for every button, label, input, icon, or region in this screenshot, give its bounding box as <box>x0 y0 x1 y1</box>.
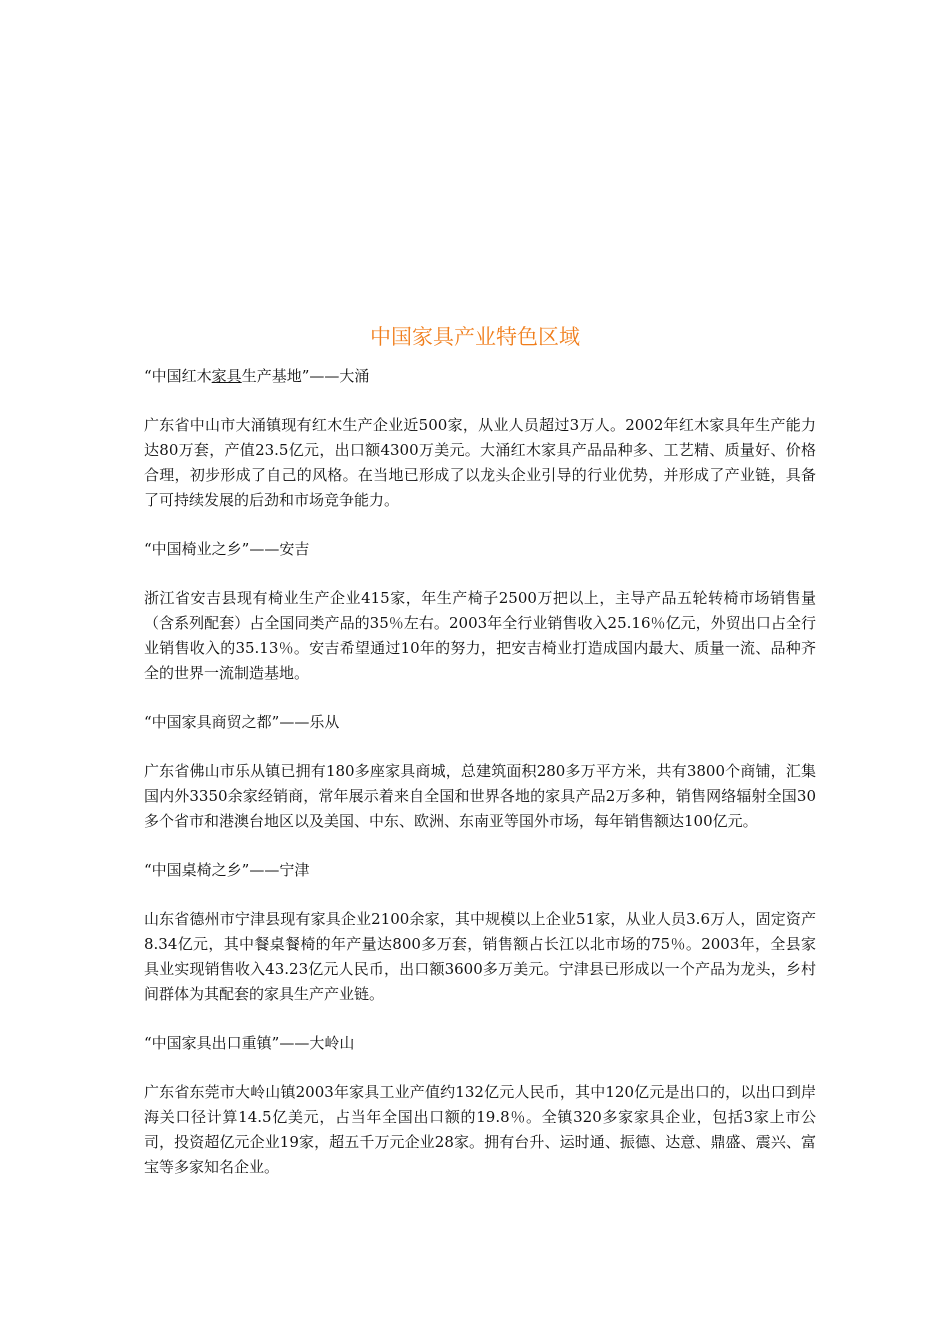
heading-prefix: “中国红木 <box>144 367 212 385</box>
heading-suffix: 生产基地”——大涌 <box>241 367 370 385</box>
section-body: 浙江省安吉县现有椅业生产企业415家，年生产椅子2500万把以上，主导产品五轮转椅市场销售量（含系列配套）占全国同类产品的35％左右。2003年全行业销售收入25.16％亿元，外贸出口占全行业销售收入的35.13％。安吉希望通过10年的努力，把安吉椅业打造成国内最大、质量一流、品种齐全的世界一流制造基地。 <box>144 589 816 682</box>
document-title: 中国家具产业特色区域 <box>370 325 580 349</box>
section-dalingshan <box>144 1031 816 1180</box>
section-dayong <box>144 364 816 513</box>
section-ningjin <box>144 858 816 1007</box>
section-heading: “中国家具商贸之都”——乐从 <box>144 713 340 731</box>
furniture-link[interactable]: 家具 <box>211 367 242 385</box>
section-lecong <box>144 710 816 834</box>
section-body: 广东省中山市大涌镇现有红木生产企业近500家，从业人员超过3万人。2002年红木家具年生产能力达80万套，产值23.5亿元，出口额4300万美元。大涌红木家具产品品种多、工艺精、质量好、价格合理，初步形成了自己的风格。在当地已形成了以龙头企业引导的行业优势，并形成了产业链，具备了可持续发展的后劲和市场竞争能力。 <box>144 416 816 509</box>
document-content <box>144 364 816 1180</box>
section-heading: “中国椅业之乡”——安吉 <box>144 540 310 558</box>
section-heading: “中国家具出口重镇”——大岭山 <box>144 1034 355 1052</box>
section-body: 广东省东莞市大岭山镇2003年家具工业产值约132亿元人民币，其中120亿元是出口的，以出口到岸海关口径计算14.5亿美元，占当年全国出口额的19.8％。全镇320多家家具企业，包括3家上市公司，投资超亿元企业19家，超五千万元企业28家。拥有台升、运时通、振德、达意、鼎盛、震兴、富宝等多家知名企业。 <box>144 1083 816 1176</box>
section-anji <box>144 537 816 686</box>
section-heading <box>144 364 816 389</box>
section-body: 广东省佛山市乐从镇已拥有180多座家具商城，总建筑面积280多万平方米，共有3800个商铺，汇集国内外3350余家经销商，常年展示着来自全国和世界各地的家具产品2万多种，销售网络辐射全国30多个省市和港澳台地区以及美国、中东、欧洲、东南亚等国外市场，每年销售额达100亿元。 <box>144 762 816 830</box>
section-heading: “中国桌椅之乡”——宁津 <box>144 861 310 879</box>
section-body: 山东省德州市宁津县现有家具企业2100余家，其中规模以上企业51家，从业人员3.6万人，固定资产8.34亿元，其中餐桌餐椅的年产量达800多万套，销售额占长江以北市场的75％。2003年，全县家具业实现销售收入43.23亿元人民币，出口额3600多万美元。宁津县已形成以一个产品为龙头，乡村间群体为其配套的家具生产产业链。 <box>144 910 816 1003</box>
